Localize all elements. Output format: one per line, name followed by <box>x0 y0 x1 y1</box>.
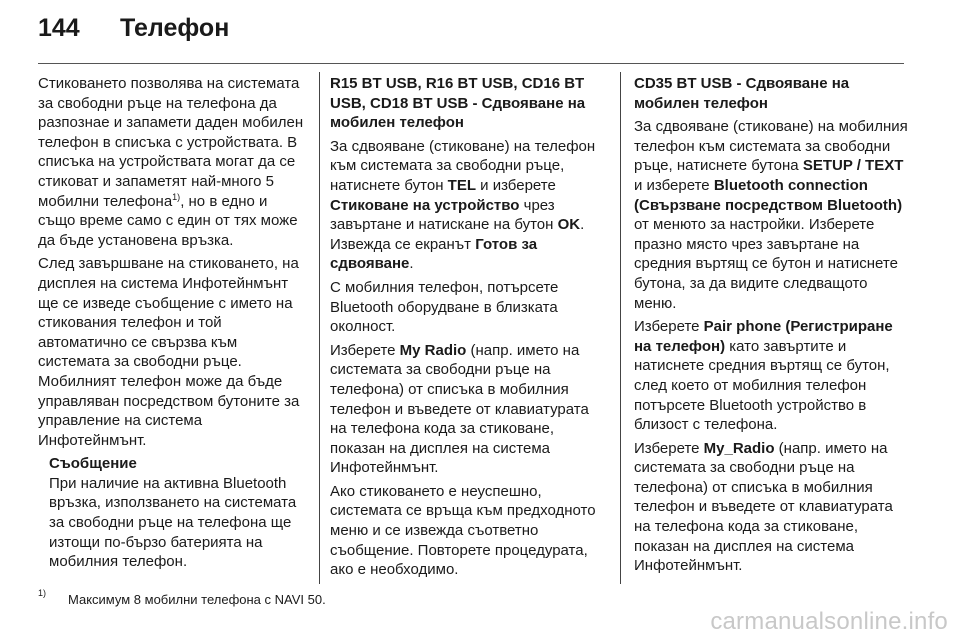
column-1 <box>38 74 306 576</box>
column-3 <box>634 74 910 580</box>
paragraph: Изберете My_Radio (напр. името на системата за свободни ръце на телефона) от списъка в мобилния телефон и въведете от клавиатурата на телефона кода за стиковане, показан на дисплея на система Инфотейнмънт. <box>634 439 893 575</box>
header-rule <box>38 63 904 64</box>
menu-ref: Pair phone (Регистриране на телефон) <box>634 318 893 355</box>
paragraph: За сдвояване (стиковане) на телефон към системата за свободни ръце, натиснете бутон TEL и изберете Стиковане на устройство чрез завъртане и натискане на бутон OK. Извежда се екранът Готов за сдвояване. <box>330 137 596 273</box>
note-box <box>38 454 306 572</box>
column-divider <box>319 72 320 584</box>
menu-ref: Bluetooth connection (Свързване посредством Bluetooth) <box>634 176 903 214</box>
menu-ref: Стиковане на устройство <box>330 196 520 214</box>
page-header <box>38 14 229 54</box>
page-title: Телефон <box>120 14 230 42</box>
paragraph: Стиковането позволява на системата за свободни ръце на телефона да разпознае и запамети даден мобилен телефон в списъка с устройствата. В списъка на устройствата могат да се стиковат и запаметят най-много 5 мобилни телефона$^{1)}$, но в едно и също време само с един от тях може да бъде установена връзка. <box>38 75 304 249</box>
section-heading: CD35 BT USB - Сдвояване на мобилен телефон <box>634 75 850 112</box>
column-2 <box>330 74 606 584</box>
paragraph: След завършване на стиковането, на дисплея на система Инфотейнмънт ще се изведе съобщение с името на стикования телефон и той автоматично се свързва към системата за свободни ръце. Мобилният телефон може да бъде управляван посредством бутоните за управление на система Инфотейнмънт. <box>38 255 300 449</box>
note-text: При наличие на активна Bluetooth връзка, използването на системата за свободни ръце на телефона ще изтощи по-бързо батерията на мобилния телефон. <box>49 474 297 571</box>
button-ref: TEL <box>447 176 476 194</box>
button-ref: SETUP / TEXT <box>802 157 904 175</box>
column-divider <box>620 72 621 584</box>
footnote-ref[interactable]: 1) <box>172 191 181 202</box>
button-ref: OK <box>557 216 581 234</box>
footnote-text: Максимум 8 мобилни телефона с NAVI 50. <box>68 592 326 607</box>
paragraph: Ако стиковането е неуспешно, системата се връща към предходното меню и се извежда съответно съобщение. Повторете процедурата, ако е необходимо. <box>330 482 596 579</box>
paragraph: С мобилния телефон, потърсете Bluetooth оборудване в близката околност. <box>330 278 559 336</box>
footnote <box>38 588 326 607</box>
page-number: 144 <box>38 14 80 42</box>
paragraph: За сдвояване (стиковане) на мобилния телефон към системата за свободни ръце, натиснете бутона SETUP / TEXT и изберете Bluetooth connection (Свързване посредством Bluetooth) от менюто за настройки. Изберете празно място чрез завъртане на средния въртящ се бутон и натиснете бутона, за да видите следващото меню. <box>634 118 908 312</box>
paragraph: Изберете Pair phone (Регистриране на телефон) като завъртите и натиснете средния въртящ се бутон, след което от мобилния телефон потърсете Bluetooth устройство в близост с телефона. <box>634 318 893 434</box>
section-heading: R15 BT USB, R16 BT USB, CD16 BT USB, CD18 BT USB - Сдвояване на мобилен телефон <box>330 75 586 132</box>
screen-ref: Готов за сдвояване <box>330 235 538 273</box>
watermark: carmanualsonline.info <box>710 608 948 635</box>
paragraph: Изберете My Radio (напр. името на системата за свободни ръце на телефона) от списъка в мобилния телефон и въведете от клавиатурата на телефона кода за стиковане, показан на дисплея на система Инфотейнмънт. <box>330 341 589 477</box>
device-name-ref: My_Radio <box>703 439 775 457</box>
note-heading: Съобщение <box>49 455 137 473</box>
footnote-mark: 1) <box>38 588 47 598</box>
device-name-ref: My Radio <box>399 341 467 359</box>
